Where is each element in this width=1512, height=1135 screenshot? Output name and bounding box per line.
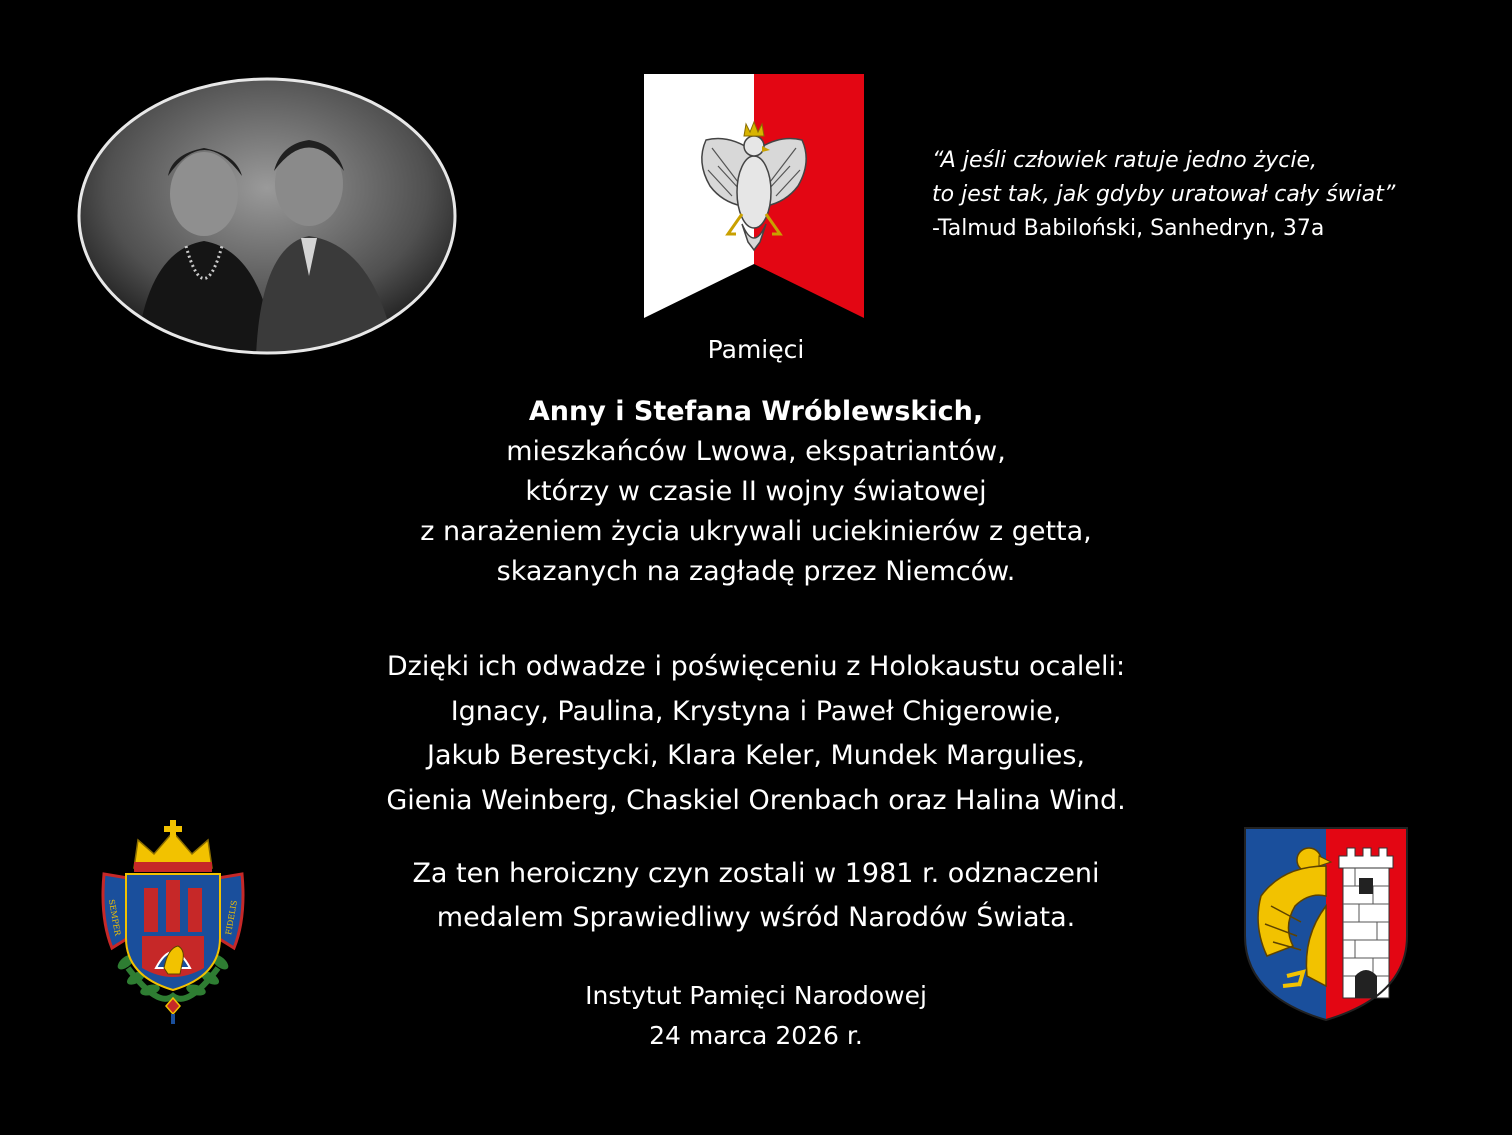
award-line: medalem Sprawiedliwy wśród Narodów Świata. <box>436 902 1076 933</box>
quote-source: -Talmud Babiloński, Sanhedryn, 37a <box>932 216 1325 241</box>
motto-left: SEMPER <box>106 898 123 937</box>
dedication-line: z narażeniem życia ukrywali uciekinierów z getta, <box>420 516 1092 547</box>
talmud-quote <box>932 144 1492 246</box>
dedication-block <box>256 392 1256 592</box>
signature-block <box>256 976 1256 1056</box>
eagle-tower-coat-of-arms <box>1243 826 1409 1022</box>
quote-line-1: “A jeśli człowiek ratuje jedno życie, <box>932 148 1317 173</box>
survivors-line: Gienia Weinberg, Chaskiel Orenbach oraz Halina Wind. <box>386 784 1126 816</box>
honoree-names: Anny i Stefana Wróblewskich, <box>528 396 984 427</box>
survivors-line: Ignacy, Paulina, Krystyna i Paweł Chigerowie, <box>450 695 1062 727</box>
dedication-line: skazanych na zagładę przez Niemców. <box>496 556 1016 587</box>
institution-name: Instytut Pamięci Narodowej <box>585 981 927 1010</box>
survivors-line: Jakub Berestycki, Klara Keler, Mundek Margulies, <box>427 740 1085 771</box>
memorial-heading: Pamięci <box>707 335 805 364</box>
survivors-line: Dzięki ich odwadze i poświęceniu z Holokaustu ocaleli: <box>386 651 1126 682</box>
polish-flag-eagle-banner <box>642 74 866 318</box>
dedication-line: mieszkańców Lwowa, ekspatriantów, <box>506 436 1006 467</box>
signature-date: 24 marca 2026 r. <box>649 1021 863 1050</box>
motto-right: FIDELIS <box>224 899 240 936</box>
lwow-coat-of-arms <box>98 818 248 1026</box>
survivors-block <box>256 645 1256 823</box>
quote-line-2: to jest tak, jak gdyby uratował cały świat” <box>932 182 1396 207</box>
award-block <box>256 852 1256 940</box>
award-line: Za ten heroiczny czyn zostali w 1981 r. odznaczeni <box>412 858 1100 889</box>
couple-portrait-photo <box>76 76 458 356</box>
dedication-line: którzy w czasie II wojny światowej <box>525 476 987 507</box>
white-tower-icon <box>1339 848 1393 998</box>
